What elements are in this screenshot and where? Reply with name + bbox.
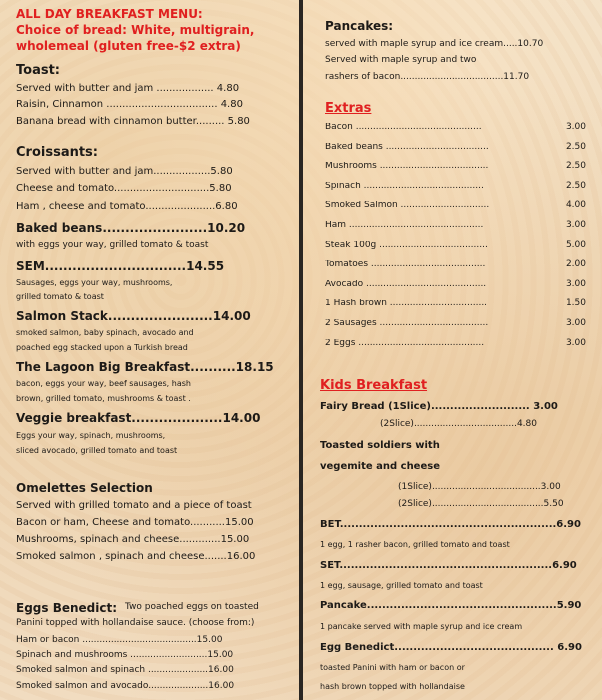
extras-item-name: Smoked Salmon ...............................	[325, 201, 490, 210]
eggs-benedict-intro: Two poached eggs on toasted	[125, 602, 259, 612]
bet-desc: 1 egg, 1 rasher bacon, grilled tomato and toast	[320, 540, 510, 549]
eggs-benedict-title: Eggs Benedict:	[16, 601, 118, 615]
sem-desc: grilled tomato & toast	[16, 292, 104, 301]
toasted-soldiers-2slice: (2Slice).......................................5.50	[398, 499, 564, 509]
extras-item-price: 2.50	[565, 161, 586, 171]
lagoon-breakfast-item: The Lagoon Big Breakfast..........18.15	[16, 360, 274, 374]
omelette-item: Bacon or ham, Cheese and tomato...........15.00	[16, 517, 254, 528]
extras-item-price: 2.50	[565, 142, 586, 152]
menu-header-bread-2: wholemeal (gluten free-$2 extra)	[16, 39, 241, 53]
extras-item-name: Tomatoes ........................................	[325, 260, 486, 269]
benedict-item: Smoked salmon and avocado.....................16.00	[16, 681, 235, 691]
veggie-desc: Eggs your way, spinach, mushrooms,	[16, 431, 166, 440]
extras-item-price: 2.00	[565, 259, 586, 269]
salmon-stack-desc: poached egg stacked upon a Turkish bread	[16, 343, 188, 352]
toasted-soldiers-item: Toasted soldiers with	[320, 440, 440, 451]
veggie-breakfast-item: Veggie breakfast....................14.00	[16, 411, 261, 425]
pancakes-item: Served with maple syrup and two	[325, 55, 477, 65]
toast-item: Served with butter and jam .................. 4.80	[16, 83, 240, 94]
salmon-stack-item: Salmon Stack.......................14.00	[16, 309, 251, 323]
set-item: SET........................................................6.90	[320, 560, 577, 571]
kids-pancake-item: Pancake..................................................5.90	[320, 600, 582, 611]
croissant-item: Cheese and tomato..............................5.80	[16, 183, 232, 194]
extras-item-price: 2.50	[565, 181, 586, 191]
toasted-soldiers-item: vegemite and cheese	[320, 461, 440, 472]
toast-item: Raisin, Cinnamon ................................... 4.80	[16, 99, 243, 110]
benedict-item: Spinach and mushrooms ...........................15.00	[16, 650, 234, 660]
extras-item-name: 2 Eggs ............................................	[325, 339, 485, 348]
menu-header-title: ALL DAY BREAKFAST MENU:	[16, 7, 203, 21]
extras-item-price: 3.00	[565, 279, 586, 289]
omelettes-intro: Served with grilled tomato and a piece of toast	[16, 500, 252, 511]
extras-item-name: Spinach ..........................................	[325, 182, 484, 191]
lagoon-desc: bacon, eggs your way, beef sausages, hash	[16, 379, 191, 388]
omelettes-title: Omelettes Selection	[16, 481, 153, 495]
kids-pancake-desc: 1 pancake served with maple syrup and ice cream	[320, 622, 523, 631]
sem-item: SEM...............................14.55	[16, 259, 225, 273]
benedict-item: Smoked salmon and spinach .....................16.00	[16, 665, 234, 675]
extras-item-price: 3.00	[565, 122, 586, 132]
lagoon-desc: brown, grilled tomato, mushrooms & toast .	[16, 394, 191, 403]
extras-item-name: Ham ...............................................	[325, 221, 484, 230]
extras-title: Extras	[325, 101, 372, 116]
kids-breakfast-title: Kids Breakfast	[320, 378, 428, 393]
croissant-item: Ham , cheese and tomato......................6.80	[16, 201, 238, 212]
baked-beans-desc: with eggs your way, grilled tomato & toast	[16, 240, 209, 250]
extras-item-price: 3.00	[565, 220, 586, 230]
menu-header-bread: Choice of bread: White, multigrain,	[16, 23, 255, 37]
extras-item-name: Baked beans ....................................	[325, 143, 489, 152]
salmon-stack-desc: smoked salmon, baby spinach, avocado and	[16, 328, 194, 337]
sem-desc: Sausages, eggs your way, mushrooms,	[16, 278, 173, 287]
extras-item-name: 1 Hash brown ..................................	[325, 299, 488, 308]
fairy-bread-item: Fairy Bread (1Slice).......................... 3.00	[320, 401, 558, 412]
column-divider	[299, 0, 303, 700]
pancakes-title: Pancakes:	[325, 19, 394, 33]
omelette-item: Smoked salmon , spinach and cheese.......16.00	[16, 551, 256, 562]
extras-item-name: 2 Sausages ......................................	[325, 319, 489, 328]
kids-egg-benedict-desc: hash brown topped with hollandaise	[320, 682, 465, 691]
set-desc: 1 egg, sausage, grilled tomato and toast	[320, 581, 483, 590]
pancakes-item: rashers of bacon....................................11.70	[325, 72, 530, 82]
fairy-bread-2slice: (2Slice)....................................4.80	[380, 419, 537, 429]
eggs-benedict-intro-2: Panini topped with hollandaise sauce. (choose from:)	[16, 618, 255, 628]
extras-item-price: 4.00	[565, 200, 586, 210]
bet-item: BET.........................................................6.90	[320, 519, 581, 530]
veggie-desc: sliced avocado, grilled tomato and toast	[16, 446, 178, 455]
toasted-soldiers-1slice: (1Slice)......................................3.00	[398, 482, 561, 492]
extras-item-name: Steak 100g ......................................	[325, 241, 488, 250]
extras-item-name: Mushrooms ......................................	[325, 162, 489, 171]
croissant-item: Served with butter and jam..................5.80	[16, 166, 233, 177]
toast-title: Toast:	[16, 63, 60, 78]
croissants-title: Croissants:	[16, 145, 98, 160]
extras-item-name: Avocado ..........................................	[325, 280, 487, 289]
kids-egg-benedict-item: Egg Benedict.......................................... 6.90	[320, 642, 582, 653]
baked-beans-item: Baked beans.......................10.20	[16, 221, 246, 235]
extras-item-price: 3.00	[565, 318, 586, 328]
extras-item-price: 5.00	[565, 240, 586, 250]
extras-item-price: 1.50	[565, 298, 586, 308]
kids-egg-benedict-desc: toasted Panini with ham or bacon or	[320, 663, 465, 672]
benedict-item: Ham or bacon ........................................15.00	[16, 635, 223, 645]
pancakes-item: served with maple syrup and ice cream.....10.70	[325, 39, 544, 49]
omelette-item: Mushrooms, spinach and cheese.............15.00	[16, 534, 250, 545]
toast-item: Banana bread with cinnamon butter......... 5.80	[16, 116, 250, 127]
extras-item-name: Bacon ............................................	[325, 123, 482, 132]
extras-item-price: 3.00	[565, 338, 586, 348]
